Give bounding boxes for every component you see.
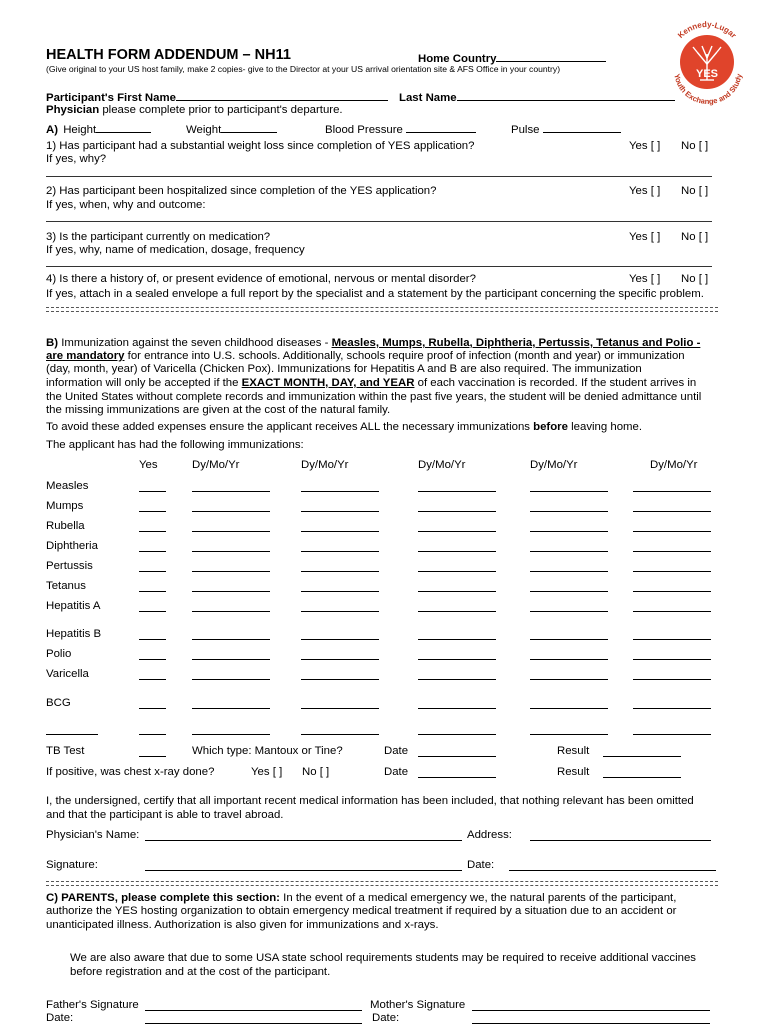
section-c-line-3: unanticipated illness. Authorization is also given for immunizations and x-rays. <box>46 919 439 931</box>
q1-answer-line[interactable] <box>46 176 712 177</box>
immunization-date-field[interactable] <box>530 531 608 532</box>
physician-date-field[interactable] <box>509 870 716 871</box>
immunization-yes-field[interactable] <box>139 639 166 640</box>
question-3-sub: If yes, why, name of medication, dosage, frequency <box>46 244 305 256</box>
xray-yes-checkbox[interactable]: Yes [ ] <box>251 766 283 778</box>
section-b-line-2: are mandatory for entrance into U.S. schools. Additionally, schools require proof of infection (month and year) or immunization <box>46 350 685 362</box>
immunization-row-label: Rubella <box>46 520 85 532</box>
last-name-label: Last Name <box>399 90 675 105</box>
col-date-header-5: Dy/Mo/Yr <box>650 459 698 471</box>
immunization-row-label: Diphtheria <box>46 540 98 552</box>
q4-yes-checkbox[interactable]: Yes [ ] <box>629 273 661 285</box>
question-1-sub: If yes, why? <box>46 153 107 165</box>
immunization-date-field[interactable] <box>633 531 711 532</box>
immunization-date-field[interactable] <box>418 708 496 709</box>
immunization-date-field[interactable] <box>633 659 711 660</box>
blood-pressure-label: Blood Pressure <box>325 122 476 137</box>
immunization-date-field[interactable] <box>530 639 608 640</box>
section-c-para2-line-1: We are also aware that due to some USA state school requirements students may be required to receive additional vaccines <box>70 952 696 964</box>
xray-result-field[interactable] <box>603 777 681 778</box>
immunization-date-field[interactable] <box>192 511 270 512</box>
immunization-row-label: Mumps <box>46 500 84 512</box>
immunization-date-field[interactable] <box>301 611 379 612</box>
col-date-header-1: Dy/Mo/Yr <box>192 459 240 471</box>
immunization-date-field[interactable] <box>301 659 379 660</box>
certify-line-1: I, the undersigned, certify that all important recent medical information has been included, that nothing relevant has been omitted <box>46 795 694 807</box>
immunization-date-field[interactable] <box>192 571 270 572</box>
immunization-date-field[interactable] <box>633 551 711 552</box>
weight-label: Weight <box>186 122 277 137</box>
immunization-yes-field[interactable] <box>139 659 166 660</box>
immunization-date-field[interactable] <box>301 511 379 512</box>
tb-result-field[interactable] <box>603 756 681 757</box>
logo-ring-top: Kennedy-Lugar <box>676 19 739 41</box>
q1-no-checkbox[interactable]: No [ ] <box>681 140 709 152</box>
q3-yes-checkbox[interactable]: Yes [ ] <box>629 231 661 243</box>
logo-ring-bottom: Youth Exchange and Study <box>672 72 744 107</box>
physician-instruction: Physician please complete prior to participant's departure. <box>46 104 343 116</box>
section-b-line-3: (day, month, year) of Varicella (Chicken Pox). Immunizations for Hepatitis A and B are also required. The immunization <box>46 363 642 375</box>
section-b-line-6: the missing immunizations are given at the cost of the natural family. <box>46 404 391 416</box>
physician-signature-label: Signature: <box>46 859 98 871</box>
q3-answer-line[interactable] <box>46 266 712 267</box>
immunization-yes-field[interactable] <box>139 491 166 492</box>
immunization-date-field[interactable] <box>633 511 711 512</box>
immunization-date-field[interactable] <box>530 679 608 680</box>
section-c-line-1: C) PARENTS, please complete this section: In the event of a medical emergency we, the natural parents of the participant, <box>46 892 677 904</box>
immunization-date-field[interactable] <box>301 591 379 592</box>
physician-name-field[interactable] <box>145 840 462 841</box>
home-country-label: Home Country <box>418 51 606 66</box>
immunization-date-field[interactable] <box>301 679 379 680</box>
immunization-date-field[interactable] <box>633 679 711 680</box>
immunization-date-field[interactable] <box>192 679 270 680</box>
certify-line-2: and that the participant is able to travel abroad. <box>46 809 284 821</box>
immunization-date-field[interactable] <box>633 491 711 492</box>
immunization-date-field[interactable] <box>301 571 379 572</box>
immunization-date-field[interactable] <box>301 708 379 709</box>
immunization-yes-field[interactable] <box>139 591 166 592</box>
immunization-yes-field[interactable] <box>139 679 166 680</box>
q2-no-checkbox[interactable]: No [ ] <box>681 185 709 197</box>
immunization-date-field[interactable] <box>633 734 711 735</box>
immunization-date-field[interactable] <box>192 591 270 592</box>
immunization-date-field[interactable] <box>633 708 711 709</box>
immunization-date-field[interactable] <box>633 639 711 640</box>
section-c-line-2: authorize the YES hosting organization to obtain emergency medical treatment if required by a situation due to an accident or <box>46 905 677 917</box>
immunization-date-field[interactable] <box>192 734 270 735</box>
question-2: 2) Has participant been hospitalized since completion of the YES application? <box>46 185 437 197</box>
immunization-yes-field[interactable] <box>139 734 166 735</box>
immunization-row-label: Polio <box>46 648 72 660</box>
tb-date-field[interactable] <box>418 756 496 757</box>
immunization-date-field[interactable] <box>633 571 711 572</box>
immunization-row-label: Hepatitis A <box>46 600 101 612</box>
immunization-date-field[interactable] <box>192 531 270 532</box>
col-date-header-2: Dy/Mo/Yr <box>301 459 349 471</box>
question-3: 3) Is the participant currently on medication? <box>46 231 271 243</box>
section-b-line-8: The applicant has had the following immunizations: <box>46 439 304 451</box>
mother-date-label: Date: <box>372 1012 400 1024</box>
address-field[interactable] <box>530 840 711 841</box>
immunization-date-field[interactable] <box>418 571 496 572</box>
section-c-para2-line-2: before registration and at the cost of the participant. <box>70 966 331 978</box>
immunization-date-field[interactable] <box>633 591 711 592</box>
col-date-header-4: Dy/Mo/Yr <box>530 459 578 471</box>
tb-yes-field[interactable] <box>139 756 166 757</box>
immunization-date-field[interactable] <box>192 639 270 640</box>
pulse-field[interactable] <box>543 122 621 133</box>
tb-which-type: Which type: Mantoux or Tine? <box>192 745 343 757</box>
form-subtitle: (Give original to your US host family, make 2 copies- give to the Director at your US arrival orientation site & AFS Office in your country) <box>46 64 561 74</box>
immunization-yes-field[interactable] <box>139 551 166 552</box>
immunization-date-field[interactable] <box>418 591 496 592</box>
immunization-date-field[interactable] <box>301 551 379 552</box>
question-4-sub: If yes, attach in a sealed envelope a full report by the specialist and a statement by the participant concerning the specific problem. <box>46 288 704 300</box>
immunization-date-field[interactable] <box>418 491 496 492</box>
immunization-date-field[interactable] <box>418 511 496 512</box>
height-field[interactable] <box>96 122 151 133</box>
tb-result-label: Result <box>557 745 590 757</box>
immunization-date-field[interactable] <box>192 611 270 612</box>
pulse-label: Pulse <box>511 122 621 137</box>
form-title: HEALTH FORM ADDENDUM – NH11 <box>46 47 291 63</box>
xray-question: If positive, was chest x-ray done? <box>46 766 215 778</box>
immunization-date-field[interactable] <box>418 734 496 735</box>
immunization-date-field[interactable] <box>301 491 379 492</box>
physician-signature-field[interactable] <box>145 870 462 871</box>
home-country-field[interactable] <box>496 51 606 62</box>
mother-signature-label: Mother's Signature <box>370 999 466 1011</box>
immunization-date-field[interactable] <box>418 639 496 640</box>
last-name-field[interactable] <box>457 90 675 101</box>
immunization-date-field[interactable] <box>301 734 379 735</box>
xray-result-label: Result <box>557 766 590 778</box>
weight-field[interactable] <box>221 122 277 133</box>
q2-answer-line[interactable] <box>46 221 712 222</box>
father-date-label: Date: <box>46 1012 74 1024</box>
logo-yes-text: YES <box>695 68 719 80</box>
section-divider <box>46 307 718 312</box>
section-b-line-5: the United States without complete records and immunization within the past five years, the student will be denied admittance until <box>46 391 702 403</box>
immunization-other-name-field[interactable] <box>46 734 98 735</box>
immunization-date-field[interactable] <box>192 491 270 492</box>
first-name-field[interactable] <box>176 90 388 101</box>
immunization-date-field[interactable] <box>418 611 496 612</box>
immunization-date-field[interactable] <box>418 659 496 660</box>
q2-yes-checkbox[interactable]: Yes [ ] <box>629 185 661 197</box>
tb-test-label: TB Test <box>46 745 85 757</box>
immunization-date-field[interactable] <box>192 708 270 709</box>
immunization-yes-field[interactable] <box>139 611 166 612</box>
immunization-date-field[interactable] <box>301 639 379 640</box>
section-a-measurements: A) Height <box>46 122 151 137</box>
immunization-date-field[interactable] <box>530 551 608 552</box>
q1-yes-checkbox[interactable]: Yes [ ] <box>629 140 661 152</box>
immunization-date-field[interactable] <box>192 659 270 660</box>
question-2-sub: If yes, when, why and outcome: <box>46 199 206 211</box>
immunization-yes-field[interactable] <box>139 531 166 532</box>
xray-date-field[interactable] <box>418 777 496 778</box>
xray-date-label: Date <box>384 766 409 778</box>
immunization-date-field[interactable] <box>530 611 608 612</box>
section-b-line-7: To avoid these added expenses ensure the applicant receives ALL the necessary immunizations before leaving home. <box>46 421 643 433</box>
immunization-date-field[interactable] <box>530 571 608 572</box>
father-signature-field[interactable] <box>145 1010 362 1011</box>
immunization-date-field[interactable] <box>530 734 608 735</box>
section-divider-2 <box>46 881 718 886</box>
blood-pressure-field[interactable] <box>406 122 476 133</box>
tb-date-label: Date <box>384 745 409 757</box>
physician-date-label: Date: <box>467 859 495 871</box>
q4-no-checkbox[interactable]: No [ ] <box>681 273 709 285</box>
immunization-date-field[interactable] <box>301 531 379 532</box>
address-label: Address: <box>467 829 512 841</box>
q3-no-checkbox[interactable]: No [ ] <box>681 231 709 243</box>
question-1: 1) Has participant had a substantial weight loss since completion of YES application? <box>46 140 475 152</box>
section-b-line-1: B) Immunization against the seven childhood diseases - Measles, Mumps, Rubella, Diphtheria, Pertussis, Tetanus and Polio - <box>46 337 701 349</box>
immunization-date-field[interactable] <box>530 659 608 660</box>
immunization-yes-field[interactable] <box>139 708 166 709</box>
immunization-date-field[interactable] <box>530 491 608 492</box>
immunization-row-label: Varicella <box>46 668 89 680</box>
col-yes-header: Yes <box>139 459 158 471</box>
col-date-header-3: Dy/Mo/Yr <box>418 459 466 471</box>
immunization-row-label: BCG <box>46 697 71 709</box>
question-4: 4) Is there a history of, or present evidence of emotional, nervous or mental disorder? <box>46 273 476 285</box>
mother-signature-field[interactable] <box>472 1010 710 1011</box>
father-signature-label: Father's Signature <box>46 999 139 1011</box>
immunization-row-label: Tetanus <box>46 580 86 592</box>
immunization-yes-field[interactable] <box>139 511 166 512</box>
immunization-row-label: Hepatitis B <box>46 628 102 640</box>
immunization-yes-field[interactable] <box>139 571 166 572</box>
immunization-date-field[interactable] <box>418 551 496 552</box>
xray-no-checkbox[interactable]: No [ ] <box>302 766 330 778</box>
first-name-label: Participant's First Name <box>46 90 388 105</box>
physician-name-label: Physician's Name: <box>46 829 140 841</box>
immunization-row-label: Pertussis <box>46 560 93 572</box>
immunization-date-field[interactable] <box>633 611 711 612</box>
immunization-date-field[interactable] <box>418 531 496 532</box>
immunization-date-field[interactable] <box>530 511 608 512</box>
immunization-date-field[interactable] <box>530 591 608 592</box>
immunization-date-field[interactable] <box>530 708 608 709</box>
immunization-row-label: Measles <box>46 480 89 492</box>
section-b-line-4: information will only be accepted if the EXACT MONTH, DAY, and YEAR of each vaccination is recorded. If the student arrives in <box>46 377 697 389</box>
immunization-date-field[interactable] <box>418 679 496 680</box>
immunization-date-field[interactable] <box>192 551 270 552</box>
